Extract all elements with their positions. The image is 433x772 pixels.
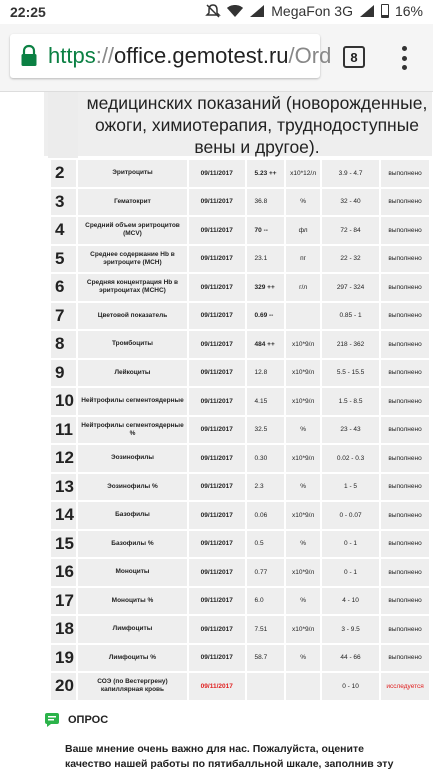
test-date: 09/11/2017 <box>188 416 246 445</box>
battery-icon <box>381 4 389 18</box>
test-result: 32.5 <box>246 416 286 445</box>
row-number: 8 <box>50 330 77 359</box>
browser-toolbar <box>0 24 433 92</box>
test-result: 329 ++ <box>246 273 286 302</box>
test-status: выполнено <box>380 444 430 473</box>
test-status: выполнено <box>380 245 430 274</box>
test-status: выполнено <box>380 216 430 245</box>
test-date: 09/11/2017 <box>188 672 246 701</box>
test-unit: фл <box>285 216 321 245</box>
test-name: Среднее содержание Hb в эритроците (MCH) <box>77 245 188 274</box>
test-result: 4.15 <box>246 387 286 416</box>
reference-range: 0 - 10 <box>321 672 380 701</box>
test-date: 09/11/2017 <box>188 159 246 188</box>
reference-range: 5.5 - 15.5 <box>321 359 380 388</box>
table-row <box>50 330 430 359</box>
url-separator: :// <box>95 43 115 68</box>
test-unit: x10*9/л <box>285 615 321 644</box>
test-unit: пг <box>285 245 321 274</box>
battery-level: 16% <box>394 3 423 19</box>
test-date: 09/11/2017 <box>188 302 246 331</box>
reference-range: 0.85 - 1 <box>321 302 380 331</box>
reference-range: 297 - 324 <box>321 273 380 302</box>
test-unit <box>285 302 321 331</box>
note-text: медицинских показаний (новорожденные, ожоги, химиотерапия, труднодоступные вены и другое). <box>86 93 428 157</box>
status-bar <box>0 0 433 24</box>
reference-range: 3.9 - 4.7 <box>321 159 380 188</box>
table-row <box>50 188 430 217</box>
table-row <box>50 216 430 245</box>
test-unit: % <box>285 188 321 217</box>
row-number: 14 <box>50 501 77 530</box>
url-path: /Ord <box>288 43 332 68</box>
test-status: выполнено <box>380 644 430 673</box>
url-host: office.gemotest.ru <box>114 43 289 68</box>
test-name: Лимфоциты <box>77 615 188 644</box>
table-row <box>50 245 430 274</box>
test-unit: % <box>285 587 321 616</box>
test-name: Базофилы % <box>77 530 188 559</box>
page-content <box>0 92 433 770</box>
test-date: 09/11/2017 <box>188 359 246 388</box>
test-status: выполнено <box>380 387 430 416</box>
test-result: 36.8 <box>246 188 286 217</box>
test-unit: x10*9/л <box>285 444 321 473</box>
test-date: 09/11/2017 <box>188 615 246 644</box>
test-unit: x10*12/л <box>285 159 321 188</box>
test-unit <box>285 672 321 701</box>
row-number: 17 <box>50 587 77 616</box>
test-status: выполнено <box>380 530 430 559</box>
reference-range: 0 - 0.07 <box>321 501 380 530</box>
test-result: 0.30 <box>246 444 286 473</box>
survey-icon <box>44 712 60 728</box>
reference-range: 3 - 9.5 <box>321 615 380 644</box>
test-status: выполнено <box>380 587 430 616</box>
table-row <box>50 416 430 445</box>
test-result: 0.5 <box>246 530 286 559</box>
test-name: Моноциты <box>77 558 188 587</box>
results-table <box>49 158 431 702</box>
row-number: 3 <box>50 188 77 217</box>
test-status: выполнено <box>380 159 430 188</box>
row-number: 4 <box>50 216 77 245</box>
test-status: исследуется <box>380 672 430 701</box>
table-row <box>50 501 430 530</box>
table-row <box>50 615 430 644</box>
tab-switcher-button[interactable]: 8 <box>343 46 365 68</box>
lock-icon <box>20 45 38 67</box>
test-name: Лейкоциты <box>77 359 188 388</box>
test-date: 09/11/2017 <box>188 558 246 587</box>
mute-icon <box>205 4 221 18</box>
test-name: СОЭ (по Вестергрену) капиллярная кровь <box>77 672 188 701</box>
note-number-cell <box>48 92 78 158</box>
test-unit: x10*9/л <box>285 359 321 388</box>
row-number: 16 <box>50 558 77 587</box>
test-date: 09/11/2017 <box>188 587 246 616</box>
test-status: выполнено <box>380 359 430 388</box>
row-number: 12 <box>50 444 77 473</box>
test-result: 5.23 ++ <box>246 159 286 188</box>
test-unit: г/л <box>285 273 321 302</box>
test-name: Эозинофилы <box>77 444 188 473</box>
row-number: 11 <box>50 416 77 445</box>
row-number: 20 <box>50 672 77 701</box>
table-row <box>50 387 430 416</box>
row-number: 19 <box>50 644 77 673</box>
test-result <box>246 672 286 701</box>
signal-icon <box>249 4 265 18</box>
table-row <box>50 473 430 502</box>
survey-header <box>44 712 108 728</box>
test-name: Моноциты % <box>77 587 188 616</box>
reference-range: 1 - 5 <box>321 473 380 502</box>
test-status: выполнено <box>380 330 430 359</box>
test-status: выполнено <box>380 302 430 331</box>
table-row <box>50 159 430 188</box>
test-unit: % <box>285 473 321 502</box>
test-date: 09/11/2017 <box>188 644 246 673</box>
reference-range: 4 - 10 <box>321 587 380 616</box>
test-status: выполнено <box>380 558 430 587</box>
url-scheme: https <box>48 43 96 68</box>
reference-range: 44 - 66 <box>321 644 380 673</box>
test-date: 09/11/2017 <box>188 245 246 274</box>
survey-title: ОПРОС <box>68 714 109 726</box>
test-result: 0.77 <box>246 558 286 587</box>
test-date: 09/11/2017 <box>188 330 246 359</box>
test-status: выполнено <box>380 273 430 302</box>
test-name: Цветовой показатель <box>77 302 188 331</box>
reference-range: 218 - 362 <box>321 330 380 359</box>
test-result: 6.0 <box>246 587 286 616</box>
overflow-menu-icon[interactable] <box>399 44 409 72</box>
row-number: 6 <box>50 273 77 302</box>
test-result: 12.8 <box>246 359 286 388</box>
url-text <box>48 43 331 69</box>
table-row <box>50 530 430 559</box>
row-number: 5 <box>50 245 77 274</box>
test-status: выполнено <box>380 416 430 445</box>
row-number: 15 <box>50 530 77 559</box>
table-row <box>50 359 430 388</box>
test-name: Гематокрит <box>77 188 188 217</box>
test-result: 70 -- <box>246 216 286 245</box>
test-result: 0.06 <box>246 501 286 530</box>
table-row <box>50 587 430 616</box>
url-bar[interactable] <box>10 34 332 78</box>
reference-range: 32 - 40 <box>321 188 380 217</box>
reference-range: 22 - 32 <box>321 245 380 274</box>
table-row <box>50 444 430 473</box>
row-number: 2 <box>50 159 77 188</box>
reference-range: 1.5 - 8.5 <box>321 387 380 416</box>
test-status: выполнено <box>380 473 430 502</box>
carrier-name: MegaFon 3G <box>271 3 353 19</box>
test-unit: x10*9/л <box>285 330 321 359</box>
note-row <box>44 92 432 158</box>
test-unit: x10*9/л <box>285 558 321 587</box>
test-result: 23.1 <box>246 245 286 274</box>
table-row <box>50 644 430 673</box>
row-number: 10 <box>50 387 77 416</box>
test-unit: x10*9/л <box>285 387 321 416</box>
table-row <box>50 302 430 331</box>
row-number: 7 <box>50 302 77 331</box>
signal-icon-2 <box>359 4 375 18</box>
test-result: 0.69 -- <box>246 302 286 331</box>
wifi-icon <box>227 4 243 18</box>
row-number: 13 <box>50 473 77 502</box>
survey-text: Ваше мнение очень важно для нас. Пожалуйста, оцените качество нашей работы по пятибалльной шкале, заполнив эту <box>65 743 394 770</box>
test-name: Нейтрофилы сегментоядерные <box>77 387 188 416</box>
test-name: Эритроциты <box>77 159 188 188</box>
test-result: 484 ++ <box>246 330 286 359</box>
status-time: 22:25 <box>10 4 46 20</box>
test-unit: % <box>285 530 321 559</box>
test-date: 09/11/2017 <box>188 473 246 502</box>
reference-range: 0 - 1 <box>321 558 380 587</box>
test-name: Тромбоциты <box>77 330 188 359</box>
test-name: Нейтрофилы сегментоядерные % <box>77 416 188 445</box>
test-date: 09/11/2017 <box>188 273 246 302</box>
test-date: 09/11/2017 <box>188 387 246 416</box>
test-unit: x10*9/л <box>285 501 321 530</box>
test-status: выполнено <box>380 501 430 530</box>
table-row <box>50 672 430 701</box>
test-status: выполнено <box>380 615 430 644</box>
test-name: Базофилы <box>77 501 188 530</box>
test-name: Средняя концентрация Hb в эритроцитах (MCHC) <box>77 273 188 302</box>
reference-range: 0.02 - 0.3 <box>321 444 380 473</box>
test-date: 09/11/2017 <box>188 501 246 530</box>
reference-range: 72 - 84 <box>321 216 380 245</box>
test-status: выполнено <box>380 188 430 217</box>
test-result: 2.3 <box>246 473 286 502</box>
test-date: 09/11/2017 <box>188 188 246 217</box>
table-row <box>50 558 430 587</box>
test-name: Средний объем эритроцитов (MCV) <box>77 216 188 245</box>
test-name: Лимфоциты % <box>77 644 188 673</box>
row-number: 18 <box>50 615 77 644</box>
test-result: 7.51 <box>246 615 286 644</box>
reference-range: 23 - 43 <box>321 416 380 445</box>
test-unit: % <box>285 416 321 445</box>
test-date: 09/11/2017 <box>188 530 246 559</box>
table-row <box>50 273 430 302</box>
test-name: Эозинофилы % <box>77 473 188 502</box>
test-unit: % <box>285 644 321 673</box>
status-icons <box>205 3 423 19</box>
reference-range: 0 - 1 <box>321 530 380 559</box>
test-date: 09/11/2017 <box>188 216 246 245</box>
test-result: 58.7 <box>246 644 286 673</box>
row-number: 9 <box>50 359 77 388</box>
test-date: 09/11/2017 <box>188 444 246 473</box>
